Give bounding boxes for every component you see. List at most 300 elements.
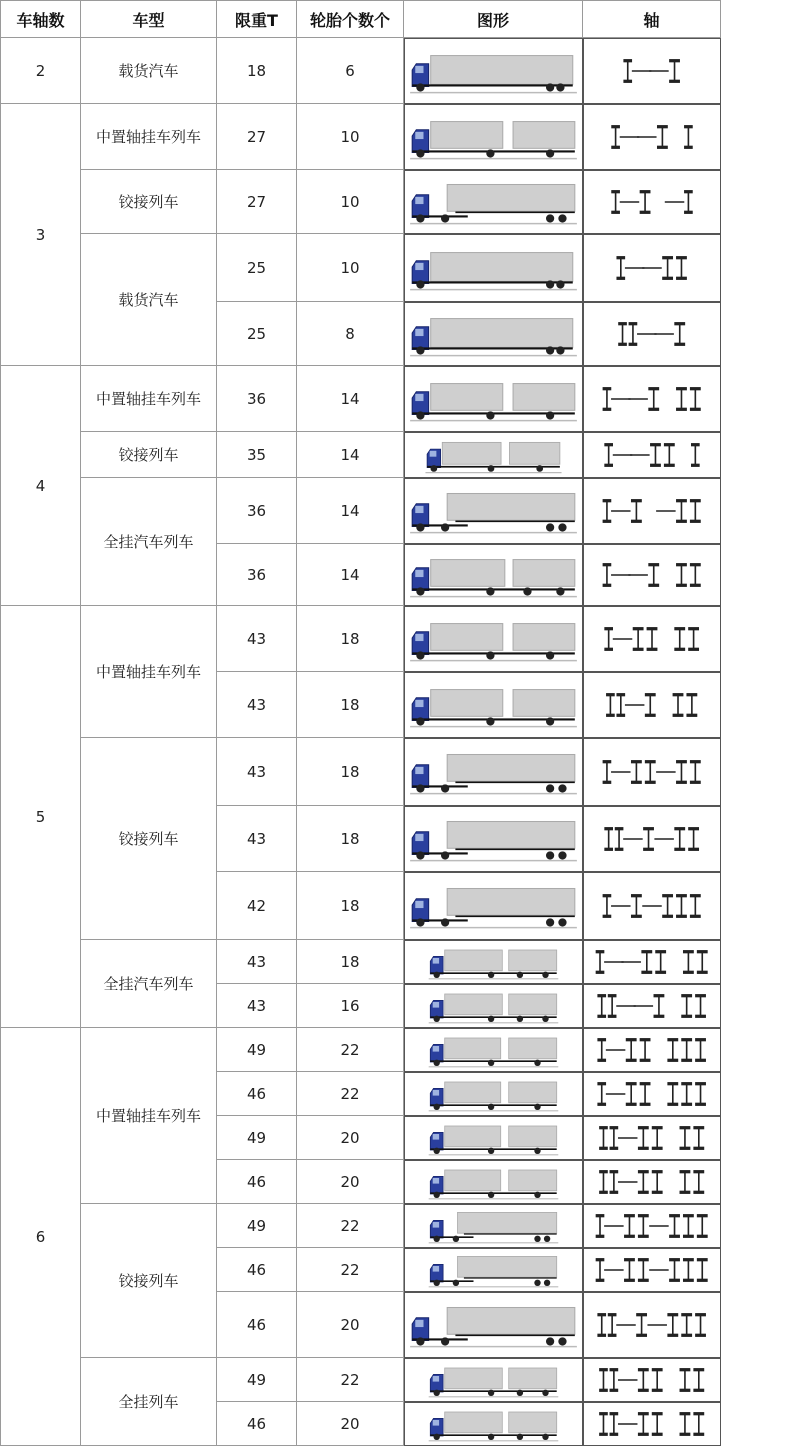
cab-window — [415, 901, 423, 908]
wheel — [441, 918, 449, 926]
wheel — [542, 1390, 548, 1396]
tires-cell — [297, 1358, 404, 1402]
trailer-box — [509, 950, 557, 971]
tires-cell — [297, 1116, 404, 1160]
axle-cell — [583, 1292, 721, 1358]
wheel — [546, 523, 554, 531]
axle-diagram-icon — [587, 742, 717, 802]
truck-icon — [406, 236, 581, 300]
header-cell-4-text: 图形 — [476, 10, 509, 30]
trailer-box — [513, 624, 575, 651]
figure-cell — [404, 170, 583, 234]
vehicle-type-cell-text: 中置轴挂车列车 — [95, 128, 201, 146]
trailer-box — [509, 442, 559, 464]
tires-cell — [297, 302, 404, 366]
wheel — [536, 465, 543, 472]
wheel — [542, 972, 548, 978]
figure-cell — [404, 738, 583, 806]
axle-cell — [583, 1402, 721, 1446]
vehicle-type-cell — [81, 104, 217, 170]
wheel — [546, 1337, 554, 1345]
limit-cell — [217, 104, 297, 170]
figure-cell — [404, 1292, 583, 1358]
axle-diagram-icon — [587, 1208, 717, 1244]
vehicle-type-cell — [81, 1204, 217, 1358]
wheel — [556, 346, 564, 354]
axle-cell — [583, 104, 721, 170]
figure-cell — [404, 1358, 583, 1402]
axle-cell — [583, 1116, 721, 1160]
semi-trailer-box — [447, 494, 575, 521]
wheel — [488, 1192, 494, 1198]
tires-cell-text: 22 — [340, 1040, 360, 1059]
limit-cell — [217, 234, 297, 302]
header-cell-5 — [583, 0, 721, 38]
semi-trailer-box — [447, 1308, 575, 1335]
figure-cell — [404, 940, 583, 984]
vehicle-type-cell-text: 中置轴挂车列车 — [95, 1107, 201, 1125]
trailer-box — [513, 384, 575, 411]
vehicle-type-cell — [81, 170, 217, 234]
limit-cell-text: 46 — [246, 1084, 267, 1103]
limit-cell-text: 46 — [246, 1414, 267, 1433]
tires-cell-text: 10 — [340, 192, 360, 211]
axle-cell — [583, 170, 721, 234]
cargo-box — [431, 319, 573, 348]
wheel — [556, 587, 564, 595]
axle-diagram-icon — [587, 810, 717, 868]
axle-count-cell-text: 3 — [35, 225, 46, 244]
axle-diagram-icon — [587, 108, 717, 166]
axle-count-cell-text: 4 — [35, 476, 46, 495]
figure-cell — [404, 1160, 583, 1204]
vehicle-type-cell — [81, 432, 217, 478]
wheel — [431, 465, 438, 472]
wheel — [546, 83, 554, 91]
wheel — [434, 1236, 440, 1242]
wheel — [416, 717, 424, 725]
truck-icon — [406, 172, 581, 232]
wheel — [542, 1434, 548, 1440]
axle-cell — [583, 672, 721, 738]
wheel — [558, 918, 566, 926]
header-cell-1 — [81, 0, 217, 38]
tires-cell — [297, 170, 404, 234]
axle-diagram-icon — [587, 306, 717, 362]
axle-cell — [583, 872, 721, 940]
axle-cell — [583, 1028, 721, 1072]
figure-cell — [404, 478, 583, 544]
tires-cell — [297, 672, 404, 738]
figure-cell — [404, 432, 583, 478]
axle-cell — [583, 606, 721, 672]
limit-cell-text: 43 — [246, 829, 267, 848]
limit-cell — [217, 1402, 297, 1446]
axle-diagram-icon — [587, 1252, 717, 1288]
limit-cell — [217, 170, 297, 234]
limit-cell-text: 25 — [246, 258, 267, 277]
truck-icon — [406, 106, 581, 168]
tires-cell-text: 10 — [340, 258, 360, 277]
wheel — [534, 1060, 540, 1066]
wheel — [441, 214, 449, 222]
wheel — [416, 651, 424, 659]
tires-cell-text: 20 — [340, 1315, 360, 1334]
axle-diagram-icon — [587, 238, 717, 298]
wheel — [534, 1192, 540, 1198]
truck-icon — [406, 1030, 581, 1070]
axle-cell — [583, 478, 721, 544]
axle-diagram-icon — [587, 370, 717, 428]
cab-window — [415, 394, 423, 401]
cab-window — [433, 1134, 439, 1140]
wheel — [434, 1148, 440, 1154]
limit-cell — [217, 1116, 297, 1160]
trailer-box — [509, 1126, 557, 1147]
semi-trailer-box — [447, 822, 575, 849]
limit-cell-text: 49 — [246, 1216, 267, 1235]
limit-cell — [217, 1358, 297, 1402]
cab-window — [415, 634, 423, 641]
truck-icon — [406, 1404, 581, 1444]
vehicle-type-cell-text: 中置轴挂车列车 — [95, 663, 201, 681]
figure-cell — [404, 1204, 583, 1248]
tires-cell — [297, 432, 404, 478]
tires-cell-text: 18 — [340, 695, 360, 714]
vehicle-type-cell-text: 全挂列车 — [118, 1393, 179, 1411]
limit-cell — [217, 544, 297, 606]
cab-window — [415, 197, 423, 204]
tires-cell-text: 14 — [340, 389, 360, 408]
limit-cell — [217, 1292, 297, 1358]
limit-cell — [217, 1204, 297, 1248]
semi-trailer-box — [458, 1256, 557, 1277]
truck-icon — [406, 1206, 581, 1246]
truck-icon — [406, 434, 581, 476]
wheel — [416, 587, 424, 595]
vehicle-type-cell — [81, 1358, 217, 1446]
tires-cell — [297, 1204, 404, 1248]
cab-window — [415, 329, 423, 336]
vehicle-type-cell — [81, 940, 217, 1028]
truck-icon — [406, 480, 581, 542]
trailer-box — [509, 994, 557, 1015]
header-cell-4 — [404, 0, 583, 38]
wheel — [558, 214, 566, 222]
figure-cell — [404, 1248, 583, 1292]
vehicle-type-cell — [81, 606, 217, 738]
truck-icon — [406, 942, 581, 982]
axle-diagram-icon — [587, 988, 717, 1024]
cab-window — [415, 700, 423, 707]
cab-window — [433, 1222, 439, 1228]
limit-cell-text: 43 — [246, 762, 267, 781]
wheel — [441, 784, 449, 792]
truck-box — [445, 1368, 503, 1389]
truck-icon — [406, 1294, 581, 1356]
vehicle-type-cell — [81, 366, 217, 432]
wheel — [486, 149, 494, 157]
tires-cell-text: 6 — [345, 61, 355, 80]
axle-diagram-icon — [587, 1076, 717, 1112]
trailer-box — [509, 1038, 557, 1059]
tires-cell — [297, 1292, 404, 1358]
axle-cell — [583, 1204, 721, 1248]
axle-cell — [583, 38, 721, 104]
tires-cell — [297, 104, 404, 170]
wheel — [486, 651, 494, 659]
wheel — [534, 1236, 540, 1242]
cargo-box — [431, 56, 573, 85]
header-cell-0-text: 车轴数 — [16, 10, 65, 30]
truck-box — [445, 1038, 501, 1059]
limit-cell-text: 43 — [246, 695, 267, 714]
wheel — [453, 1280, 459, 1286]
cab-window — [433, 1420, 439, 1426]
axle-cell — [583, 984, 721, 1028]
axle-cell — [583, 1248, 721, 1292]
tires-cell-text: 16 — [340, 996, 360, 1015]
tires-cell — [297, 234, 404, 302]
tires-cell-text: 20 — [340, 1414, 360, 1433]
wheel — [534, 1104, 540, 1110]
axle-diagram-icon — [587, 876, 717, 936]
figure-cell — [404, 1028, 583, 1072]
semi-trailer-box — [447, 755, 575, 782]
figure-cell — [404, 234, 583, 302]
vehicle-type-cell — [81, 234, 217, 366]
wheel — [434, 1390, 440, 1396]
axle-count-cell — [0, 1028, 81, 1446]
limit-cell-text: 25 — [246, 324, 267, 343]
limit-cell — [217, 806, 297, 872]
limit-cell-text: 43 — [246, 996, 267, 1015]
axle-cell — [583, 432, 721, 478]
tires-cell — [297, 544, 404, 606]
truck-icon — [406, 368, 581, 430]
tires-cell-text: 14 — [340, 501, 360, 520]
truck-box — [431, 690, 503, 717]
tires-cell-text: 22 — [340, 1084, 360, 1103]
cab-window — [433, 958, 439, 964]
trailer-box — [509, 1082, 557, 1103]
axle-diagram-icon — [587, 1406, 717, 1442]
limit-cell — [217, 302, 297, 366]
vehicle-type-cell-text: 载货汽车 — [118, 291, 179, 309]
truck-box — [445, 994, 503, 1015]
header-cell-2 — [217, 0, 297, 38]
cab-window — [415, 263, 423, 270]
trailer-box — [513, 560, 575, 587]
truck-box — [431, 624, 503, 651]
axle-cell — [583, 366, 721, 432]
tires-cell — [297, 38, 404, 104]
wheel — [546, 717, 554, 725]
truck-icon — [406, 986, 581, 1026]
semi-trailer-box — [447, 185, 575, 212]
tires-cell-text: 14 — [340, 445, 360, 464]
axle-diagram-icon — [587, 1296, 717, 1354]
axle-diagram-icon — [587, 1120, 717, 1156]
figure-cell — [404, 1402, 583, 1446]
tires-cell-text: 22 — [340, 1260, 360, 1279]
truck-icon — [406, 608, 581, 670]
tires-cell-text: 18 — [340, 762, 360, 781]
truck-icon — [406, 874, 581, 938]
wheel — [544, 1236, 550, 1242]
axle-cell — [583, 940, 721, 984]
axle-cell — [583, 544, 721, 606]
limit-cell-text: 46 — [246, 1260, 267, 1279]
tires-cell — [297, 1160, 404, 1204]
figure-cell — [404, 984, 583, 1028]
cab-window — [433, 1046, 439, 1052]
wheel — [441, 1337, 449, 1345]
wheel — [416, 851, 424, 859]
truck-icon — [406, 1118, 581, 1158]
wheel — [517, 1390, 523, 1396]
axle-diagram-icon — [587, 1164, 717, 1200]
wheel — [486, 411, 494, 419]
limit-cell — [217, 940, 297, 984]
header-cell-5-text: 轴 — [643, 10, 660, 30]
truck-box — [445, 1126, 501, 1147]
axle-cell — [583, 1072, 721, 1116]
figure-cell — [404, 38, 583, 104]
truck-icon — [406, 1074, 581, 1114]
tires-cell-text: 18 — [340, 952, 360, 971]
tires-cell-text: 18 — [340, 829, 360, 848]
wheel — [416, 214, 424, 222]
cab-window — [415, 767, 423, 774]
limit-cell — [217, 738, 297, 806]
limit-cell — [217, 872, 297, 940]
truck-icon — [406, 808, 581, 870]
tires-cell — [297, 1248, 404, 1292]
truck-box — [445, 1082, 501, 1103]
axle-diagram-icon — [587, 436, 717, 474]
trailer-box — [509, 1170, 557, 1191]
limit-cell — [217, 38, 297, 104]
figure-cell — [404, 672, 583, 738]
wheel — [434, 1280, 440, 1286]
limit-cell-text: 49 — [246, 1040, 267, 1059]
axle-diagram-icon — [587, 944, 717, 980]
limit-cell — [217, 984, 297, 1028]
figure-cell — [404, 806, 583, 872]
limit-cell-text: 49 — [246, 1128, 267, 1147]
axle-cell — [583, 738, 721, 806]
wheel — [546, 346, 554, 354]
wheel — [416, 918, 424, 926]
cab-window — [433, 1376, 439, 1382]
cab-window — [433, 1266, 439, 1272]
axle-cell — [583, 1358, 721, 1402]
wheel — [434, 1192, 440, 1198]
wheel — [488, 1060, 494, 1066]
wheel — [434, 1016, 440, 1022]
truck-box — [431, 122, 503, 149]
truck-box — [445, 950, 503, 971]
tires-cell-text: 20 — [340, 1172, 360, 1191]
axle-diagram-icon — [587, 174, 717, 230]
tires-cell — [297, 872, 404, 940]
truck-icon — [406, 1162, 581, 1202]
axle-diagram-icon — [587, 548, 717, 602]
wheel — [488, 1016, 494, 1022]
limit-cell-text: 49 — [246, 1370, 267, 1389]
cab-window — [430, 451, 437, 457]
figure-cell — [404, 606, 583, 672]
figure-cell — [404, 544, 583, 606]
wheel — [488, 1434, 494, 1440]
wheel — [416, 83, 424, 91]
wheel — [441, 523, 449, 531]
tires-cell — [297, 738, 404, 806]
wheel — [486, 587, 494, 595]
limit-cell — [217, 1028, 297, 1072]
truck-icon — [406, 740, 581, 804]
tires-cell — [297, 1072, 404, 1116]
axle-diagram-icon — [587, 482, 717, 540]
vehicle-type-cell-text: 铰接列车 — [118, 446, 179, 464]
tires-cell — [297, 1402, 404, 1446]
wheel — [546, 214, 554, 222]
cab-window — [415, 1320, 423, 1327]
figure-cell — [404, 872, 583, 940]
cab-window — [433, 1002, 439, 1008]
tires-cell-text: 18 — [340, 896, 360, 915]
wheel — [488, 1104, 494, 1110]
wheel — [556, 280, 564, 288]
wheel — [488, 1390, 494, 1396]
wheel — [441, 851, 449, 859]
limit-cell — [217, 478, 297, 544]
truck-icon — [406, 1360, 581, 1400]
wheel — [486, 717, 494, 725]
vehicle-type-cell-text: 中置轴挂车列车 — [95, 390, 201, 408]
trailer-box — [509, 1412, 557, 1433]
axle-count-cell — [0, 38, 81, 104]
wheel — [558, 1337, 566, 1345]
header-cell-0 — [0, 0, 81, 38]
cab-window — [415, 506, 423, 513]
limit-cell-text: 36 — [246, 501, 267, 520]
wheel — [416, 411, 424, 419]
axle-diagram-icon — [587, 1032, 717, 1068]
limit-cell-text: 27 — [246, 192, 267, 211]
wheel — [546, 149, 554, 157]
cab-window — [415, 132, 423, 139]
trailer-box — [513, 690, 575, 717]
axle-diagram-icon — [587, 676, 717, 734]
wheel — [558, 784, 566, 792]
axle-diagram-icon — [587, 1362, 717, 1398]
wheel — [558, 851, 566, 859]
axle-count-cell-text: 6 — [35, 1227, 46, 1246]
wheel — [523, 587, 531, 595]
wheel — [517, 1434, 523, 1440]
wheel — [558, 523, 566, 531]
limit-cell-text: 46 — [246, 1315, 267, 1334]
limit-cell — [217, 672, 297, 738]
vehicle-type-cell — [81, 478, 217, 606]
truck-box — [445, 1170, 501, 1191]
wheel — [546, 651, 554, 659]
axle-count-cell-text: 2 — [35, 61, 46, 80]
cab-window — [433, 1178, 439, 1184]
truck-icon — [406, 546, 581, 604]
